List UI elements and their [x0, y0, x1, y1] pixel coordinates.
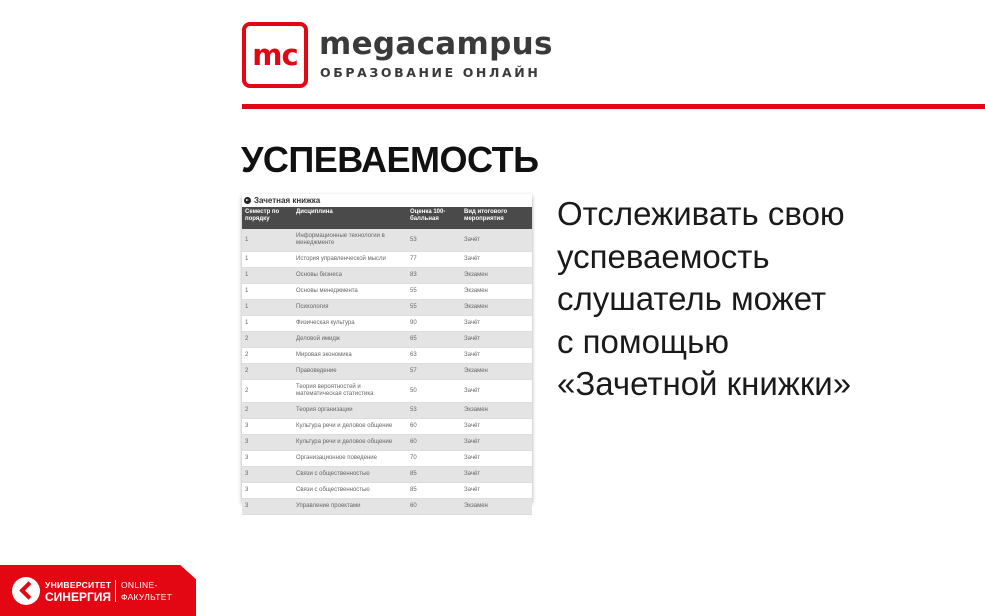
brand-tagline: ОБРАЗОВАНИЕ ОНЛАЙН	[320, 65, 541, 80]
table-cell: 55	[407, 300, 461, 316]
table-header-row	[242, 207, 532, 229]
footer-faculty: ФАКУЛЬТЕТ	[121, 592, 173, 602]
table-cell: Экзамен	[461, 284, 532, 300]
table-cell: Связи с общественностью	[293, 483, 407, 499]
table-row	[242, 451, 532, 467]
table-row	[242, 499, 532, 515]
table-cell: Теория вероятностей и математическая статистика	[293, 380, 407, 403]
table-row	[242, 268, 532, 284]
table-cell: 1	[242, 316, 293, 332]
column-header: Семестр по порядку	[242, 207, 293, 229]
table-cell: 53	[407, 403, 461, 419]
table-cell: 83	[407, 268, 461, 284]
table-cell: 50	[407, 380, 461, 403]
table-row	[242, 252, 532, 268]
table-row	[242, 229, 532, 252]
table-cell: Зачёт	[461, 252, 532, 268]
table-cell: 85	[407, 467, 461, 483]
table-cell: 55	[407, 284, 461, 300]
table-cell: Экзамен	[461, 268, 532, 284]
description-line: успеваемость	[557, 237, 770, 275]
table-cell: 60	[407, 499, 461, 515]
table-cell: 3	[242, 419, 293, 435]
table-row	[242, 316, 532, 332]
table-cell: 3	[242, 467, 293, 483]
table-row	[242, 332, 532, 348]
description-line: с помощью	[557, 322, 730, 360]
table-cell: 63	[407, 348, 461, 364]
footer-synergy: СИНЕРГИЯ	[45, 590, 112, 604]
mc-logo-icon	[242, 22, 308, 88]
column-header: Вид итогового мероприятия	[461, 207, 532, 229]
table-row	[242, 419, 532, 435]
column-header: Дисциплина	[293, 207, 407, 229]
table-cell: 2	[242, 332, 293, 348]
table-cell: 2	[242, 403, 293, 419]
table-cell: Зачёт	[461, 451, 532, 467]
table-cell: 1	[242, 300, 293, 316]
table-row	[242, 380, 532, 403]
table-cell: Теория организации	[293, 403, 407, 419]
table-cell: 1	[242, 284, 293, 300]
description-text	[557, 193, 977, 406]
description-line: слушатель может	[557, 280, 827, 317]
table-cell: Зачёт	[461, 316, 532, 332]
bullet-arrow-icon	[244, 197, 251, 204]
table-cell: Экзамен	[461, 403, 532, 419]
table-cell: 1	[242, 252, 293, 268]
footer-online: ONLINE-	[121, 580, 158, 590]
table-row	[242, 403, 532, 419]
description-line: «Зачетной книжки»	[557, 365, 852, 402]
logo-mark: mc	[252, 38, 298, 72]
table-cell: 57	[407, 364, 461, 380]
table-cell: Зачёт	[461, 332, 532, 348]
table-cell: 90	[407, 316, 461, 332]
header-divider	[242, 104, 985, 109]
table-cell: 53	[407, 229, 461, 252]
table-cell: Зачёт	[461, 435, 532, 451]
brand-name: megacampus	[319, 26, 553, 62]
table-cell: Физическая культура	[293, 316, 407, 332]
table-cell: 3	[242, 499, 293, 515]
gradebook-title-label: Зачетная книжка	[254, 196, 321, 205]
table-cell: Экзамен	[461, 499, 532, 515]
page-title: УСПЕВАЕМОСТЬ	[241, 139, 539, 180]
table-cell: Основы бизнеса	[293, 268, 407, 284]
table-cell: 3	[242, 451, 293, 467]
table-cell: Деловой имидж	[293, 332, 407, 348]
table-cell: Зачёт	[461, 467, 532, 483]
table-cell: Правоведение	[293, 364, 407, 380]
table-row	[242, 300, 532, 316]
table-row	[242, 284, 532, 300]
description-line: Отслеживать свою	[557, 195, 845, 232]
table-cell: Связи с общественностью	[293, 467, 407, 483]
table-row	[242, 364, 532, 380]
gradebook-body	[242, 229, 532, 515]
table-cell: 85	[407, 483, 461, 499]
table-row	[242, 435, 532, 451]
table-cell: Мировая экономика	[293, 348, 407, 364]
table-row	[242, 483, 532, 499]
table-cell: 70	[407, 451, 461, 467]
table-cell: 77	[407, 252, 461, 268]
table-cell: 2	[242, 348, 293, 364]
table-cell: 60	[407, 435, 461, 451]
table-cell: 2	[242, 380, 293, 403]
table-cell: Экзамен	[461, 364, 532, 380]
table-cell: Зачёт	[461, 229, 532, 252]
footer-divider	[115, 580, 116, 602]
table-cell: Зачёт	[461, 348, 532, 364]
table-cell: История управленческой мысли	[293, 252, 407, 268]
table-cell: Зачёт	[461, 419, 532, 435]
table-cell: Организационное поведение	[293, 451, 407, 467]
table-cell: 65	[407, 332, 461, 348]
table-cell: 60	[407, 419, 461, 435]
table-row	[242, 467, 532, 483]
table-cell: Психология	[293, 300, 407, 316]
table-cell: 3	[242, 435, 293, 451]
table-cell: 2	[242, 364, 293, 380]
table-cell: Культура речи и деловое общение	[293, 435, 407, 451]
table-cell: Управление проектами	[293, 499, 407, 515]
table-cell: 3	[242, 483, 293, 499]
table-cell: Культура речи и деловое общение	[293, 419, 407, 435]
column-header: Оценка 100-балльная	[407, 207, 461, 229]
table-cell: Основы менеджмента	[293, 284, 407, 300]
gradebook-table	[242, 207, 532, 515]
gradebook-panel	[242, 194, 532, 509]
table-cell: 1	[242, 268, 293, 284]
table-cell: Информационные технологии в менеджменте	[293, 229, 407, 252]
table-cell: Зачёт	[461, 483, 532, 499]
gradebook-title	[242, 194, 532, 207]
synergy-logo-icon	[12, 577, 40, 605]
table-cell: 1	[242, 229, 293, 252]
table-cell: Экзамен	[461, 300, 532, 316]
footer-university: УНИВЕРСИТЕТ	[45, 580, 112, 590]
table-cell: Зачёт	[461, 380, 532, 403]
table-row	[242, 348, 532, 364]
